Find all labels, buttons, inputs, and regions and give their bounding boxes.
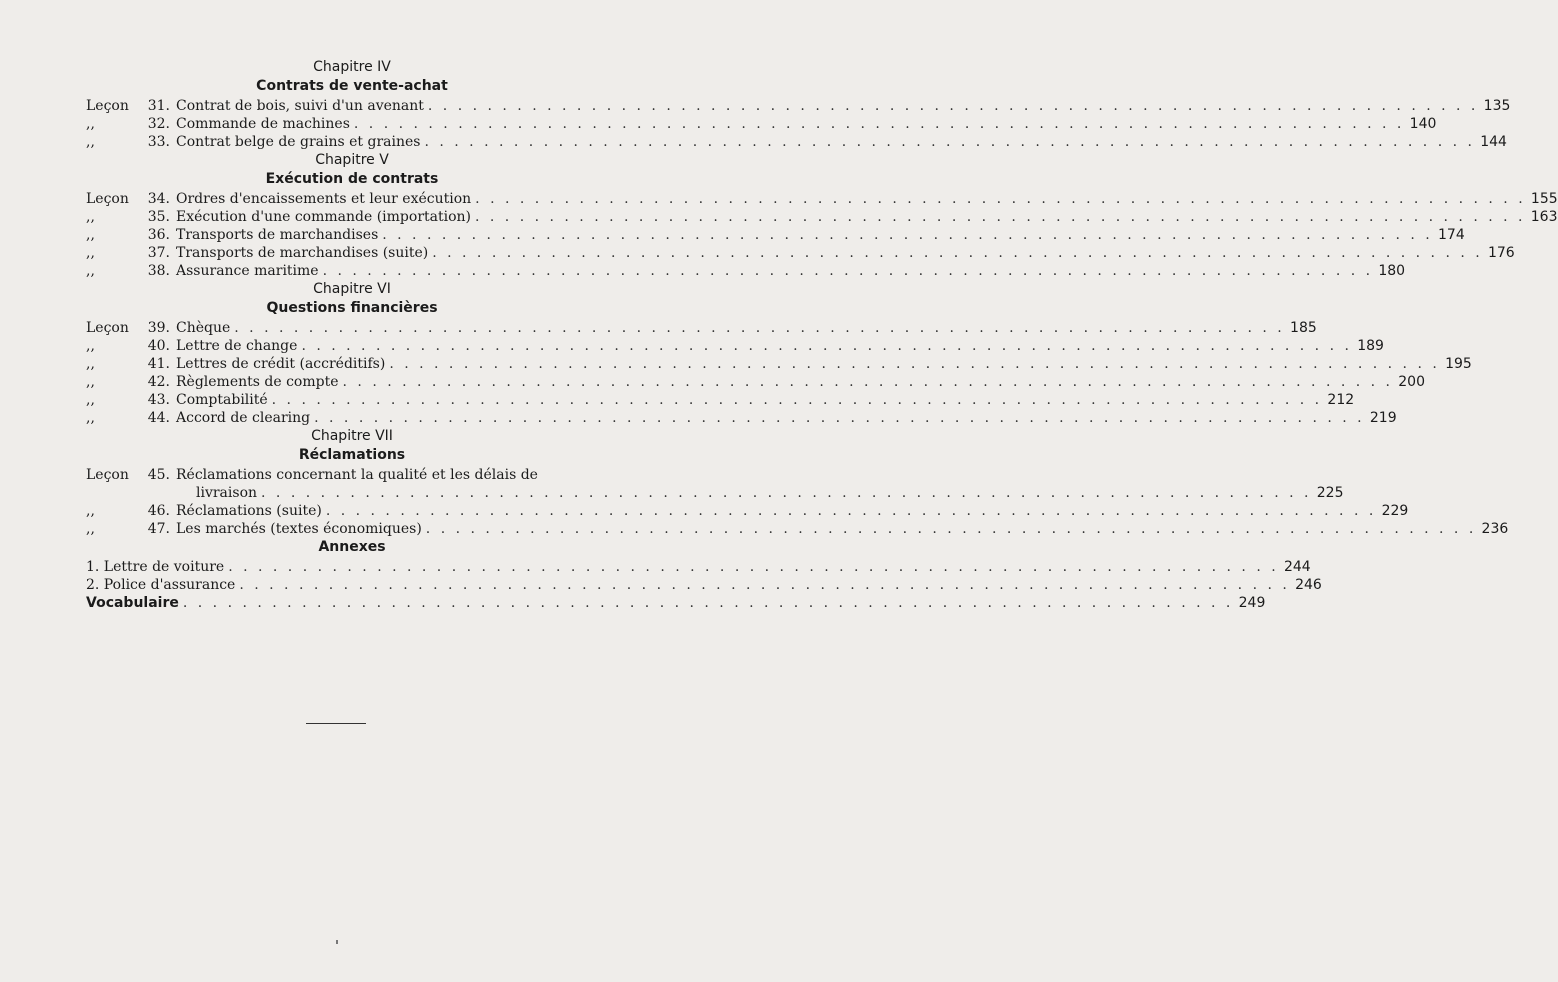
- dot-leader: [426, 520, 1476, 538]
- dot-leader: [432, 244, 1482, 262]
- lesson-title: Règlements de compte: [176, 374, 339, 390]
- table-of-contents: [86, 58, 1558, 612]
- lesson-title: Transports de marchandises: [176, 227, 379, 243]
- toc-entry: [86, 319, 1317, 337]
- chapter-number: Chapitre IV: [313, 59, 391, 75]
- ditto-mark: ,,: [86, 116, 95, 132]
- dot-leader: [382, 226, 1432, 244]
- annex-title: 1. Lettre de voiture: [86, 559, 225, 575]
- lesson-title: Ordres d'encaissements et leur exécution: [176, 191, 472, 207]
- ditto-mark: ,,: [86, 410, 95, 426]
- dot-leader: [239, 576, 1289, 594]
- page-number: 249: [1238, 595, 1266, 611]
- lesson-title: Assurance maritime: [176, 263, 319, 279]
- toc-entry: [86, 520, 1509, 538]
- toc-entry: [86, 190, 1558, 208]
- ditto-mark: ,,: [86, 392, 95, 408]
- lesson-title: Contrat belge de grains et graines: [176, 134, 421, 150]
- toc-entry: [86, 391, 1355, 409]
- page-number: 246: [1295, 577, 1322, 593]
- lesson-title: Les marchés (textes économiques): [176, 521, 422, 537]
- vocabulary-title: Vocabulaire: [86, 595, 179, 611]
- dot-leader: [475, 190, 1525, 208]
- ditto-mark: ,,: [86, 134, 95, 150]
- lesson-number: 41.: [147, 356, 170, 372]
- ditto-mark: ,,: [86, 521, 95, 537]
- dot-leader: [424, 133, 1474, 151]
- paper-speck: [336, 940, 338, 944]
- ditto-mark: ,,: [86, 338, 95, 354]
- dot-leader: [314, 409, 1364, 427]
- toc-entry: [86, 262, 1406, 280]
- lesson-number: 36.: [147, 227, 170, 243]
- toc-entry: [86, 226, 1465, 244]
- chapter-number: Chapitre V: [315, 152, 389, 168]
- lesson-title: Comptabilité: [176, 392, 268, 408]
- dot-leader: [261, 484, 1311, 502]
- page-number: 219: [1369, 410, 1397, 426]
- page-number: 140: [1409, 116, 1437, 132]
- page-number: 135: [1483, 98, 1511, 114]
- ditto-mark: ,,: [86, 209, 95, 225]
- page-number: 185: [1290, 320, 1317, 336]
- toc-entry: [86, 373, 1425, 391]
- closing-rule: [306, 723, 366, 724]
- page-number: 189: [1357, 338, 1384, 354]
- dot-leader: [234, 319, 1284, 337]
- chapter-number: Chapitre VI: [313, 281, 391, 297]
- lesson-number: 31.: [147, 98, 170, 114]
- lesson-label: Leçon: [86, 320, 129, 336]
- chapter-title: Contrats de vente-achat: [256, 78, 448, 94]
- dot-leader: [183, 594, 1233, 612]
- ditto-mark: ,,: [86, 227, 95, 243]
- lesson-label: Leçon: [86, 191, 129, 207]
- dot-leader: [272, 391, 1322, 409]
- page-number: 229: [1381, 503, 1409, 519]
- chapter-section: [86, 427, 1509, 538]
- lesson-number: 45.: [147, 467, 170, 483]
- toc-entry: [86, 409, 1397, 427]
- lesson-number: 40.: [147, 338, 170, 354]
- lesson-title: Lettres de crédit (accréditifs): [176, 356, 386, 372]
- page-number: 180: [1378, 263, 1406, 279]
- toc-entry: [86, 594, 1266, 612]
- page-number: 236: [1481, 521, 1509, 537]
- ditto-mark: ,,: [86, 263, 95, 279]
- toc-entry: [86, 576, 1322, 594]
- chapter-title: Réclamations: [298, 447, 406, 463]
- lesson-title: Accord de clearing: [176, 410, 311, 426]
- lesson-number: 44.: [147, 410, 170, 426]
- toc-entry: [86, 558, 1311, 576]
- chapter-section: [86, 151, 1558, 280]
- page-number: 176: [1487, 245, 1515, 261]
- page-number: 212: [1327, 392, 1355, 408]
- dot-leader: [354, 115, 1404, 133]
- ditto-mark: ,,: [86, 245, 95, 261]
- toc-entry: [86, 355, 1472, 373]
- ditto-mark: ,,: [86, 374, 95, 390]
- annexes-heading: Annexes: [318, 539, 386, 555]
- page-number: 174: [1438, 227, 1465, 243]
- toc-entry: [86, 244, 1515, 262]
- dot-leader: [343, 373, 1393, 391]
- dot-leader: [301, 337, 1351, 355]
- toc-entry: [86, 97, 1511, 115]
- lesson-number: 37.: [147, 245, 170, 261]
- lesson-number: 38.: [147, 263, 170, 279]
- dot-leader: [475, 208, 1525, 226]
- title-continuation-line: [176, 484, 1344, 502]
- ditto-mark: ,,: [86, 503, 95, 519]
- lesson-title: Réclamations concernant la qualité et les délais de: [176, 467, 538, 483]
- dot-leader: [228, 558, 1278, 576]
- annex-title: 2. Police d'assurance: [86, 577, 236, 593]
- lesson-number: 33.: [147, 134, 170, 150]
- lesson-number: 47.: [147, 521, 170, 537]
- ditto-mark: ,,: [86, 356, 95, 372]
- page-number: 200: [1398, 374, 1425, 390]
- toc-entry: [86, 337, 1384, 355]
- lesson-number: 46.: [147, 503, 170, 519]
- lesson-label: Leçon: [86, 98, 129, 114]
- dot-leader: [389, 355, 1439, 373]
- annexes-section: [86, 538, 1322, 612]
- lesson-title: Lettre de change: [176, 338, 298, 354]
- chapter-title: Questions financières: [266, 300, 438, 316]
- lesson-title: Commande de machines: [176, 116, 350, 132]
- toc-entry: [86, 115, 1437, 133]
- toc-entry: [86, 466, 1344, 502]
- dot-leader: [326, 502, 1376, 520]
- lesson-number: 39.: [147, 320, 170, 336]
- page-number: 155: [1530, 191, 1558, 207]
- lesson-number: 32.: [147, 116, 170, 132]
- lesson-number: 43.: [147, 392, 170, 408]
- lesson-number: 34.: [147, 191, 170, 207]
- lesson-title: Chèque: [176, 320, 231, 336]
- dot-leader: [428, 97, 1478, 115]
- chapter-number: Chapitre VII: [311, 428, 393, 444]
- lesson-title: Exécution d'une commande (importation): [176, 209, 471, 225]
- lesson-label: Leçon: [86, 467, 129, 483]
- toc-entry: [86, 502, 1409, 520]
- page-number: 244: [1283, 559, 1311, 575]
- wrapped-title: [176, 466, 1344, 502]
- page-number: 144: [1480, 134, 1507, 150]
- toc-entry: [86, 133, 1507, 151]
- lesson-title: Transports de marchandises (suite): [176, 245, 429, 261]
- toc-entry: [86, 208, 1558, 226]
- page-number: 195: [1445, 356, 1472, 372]
- lesson-title: Contrat de bois, suivi d'un avenant: [176, 98, 424, 114]
- lesson-number: 35.: [147, 209, 170, 225]
- page-number: 163: [1530, 209, 1558, 225]
- chapter-title: Exécution de contrats: [265, 171, 439, 187]
- lesson-number: 42.: [147, 374, 170, 390]
- lesson-title-continuation: livraison: [196, 485, 258, 501]
- dot-leader: [323, 262, 1373, 280]
- page-number: 225: [1316, 485, 1344, 501]
- chapter-section: [86, 58, 1511, 151]
- lesson-title: Réclamations (suite): [176, 503, 322, 519]
- chapter-section: [86, 280, 1472, 427]
